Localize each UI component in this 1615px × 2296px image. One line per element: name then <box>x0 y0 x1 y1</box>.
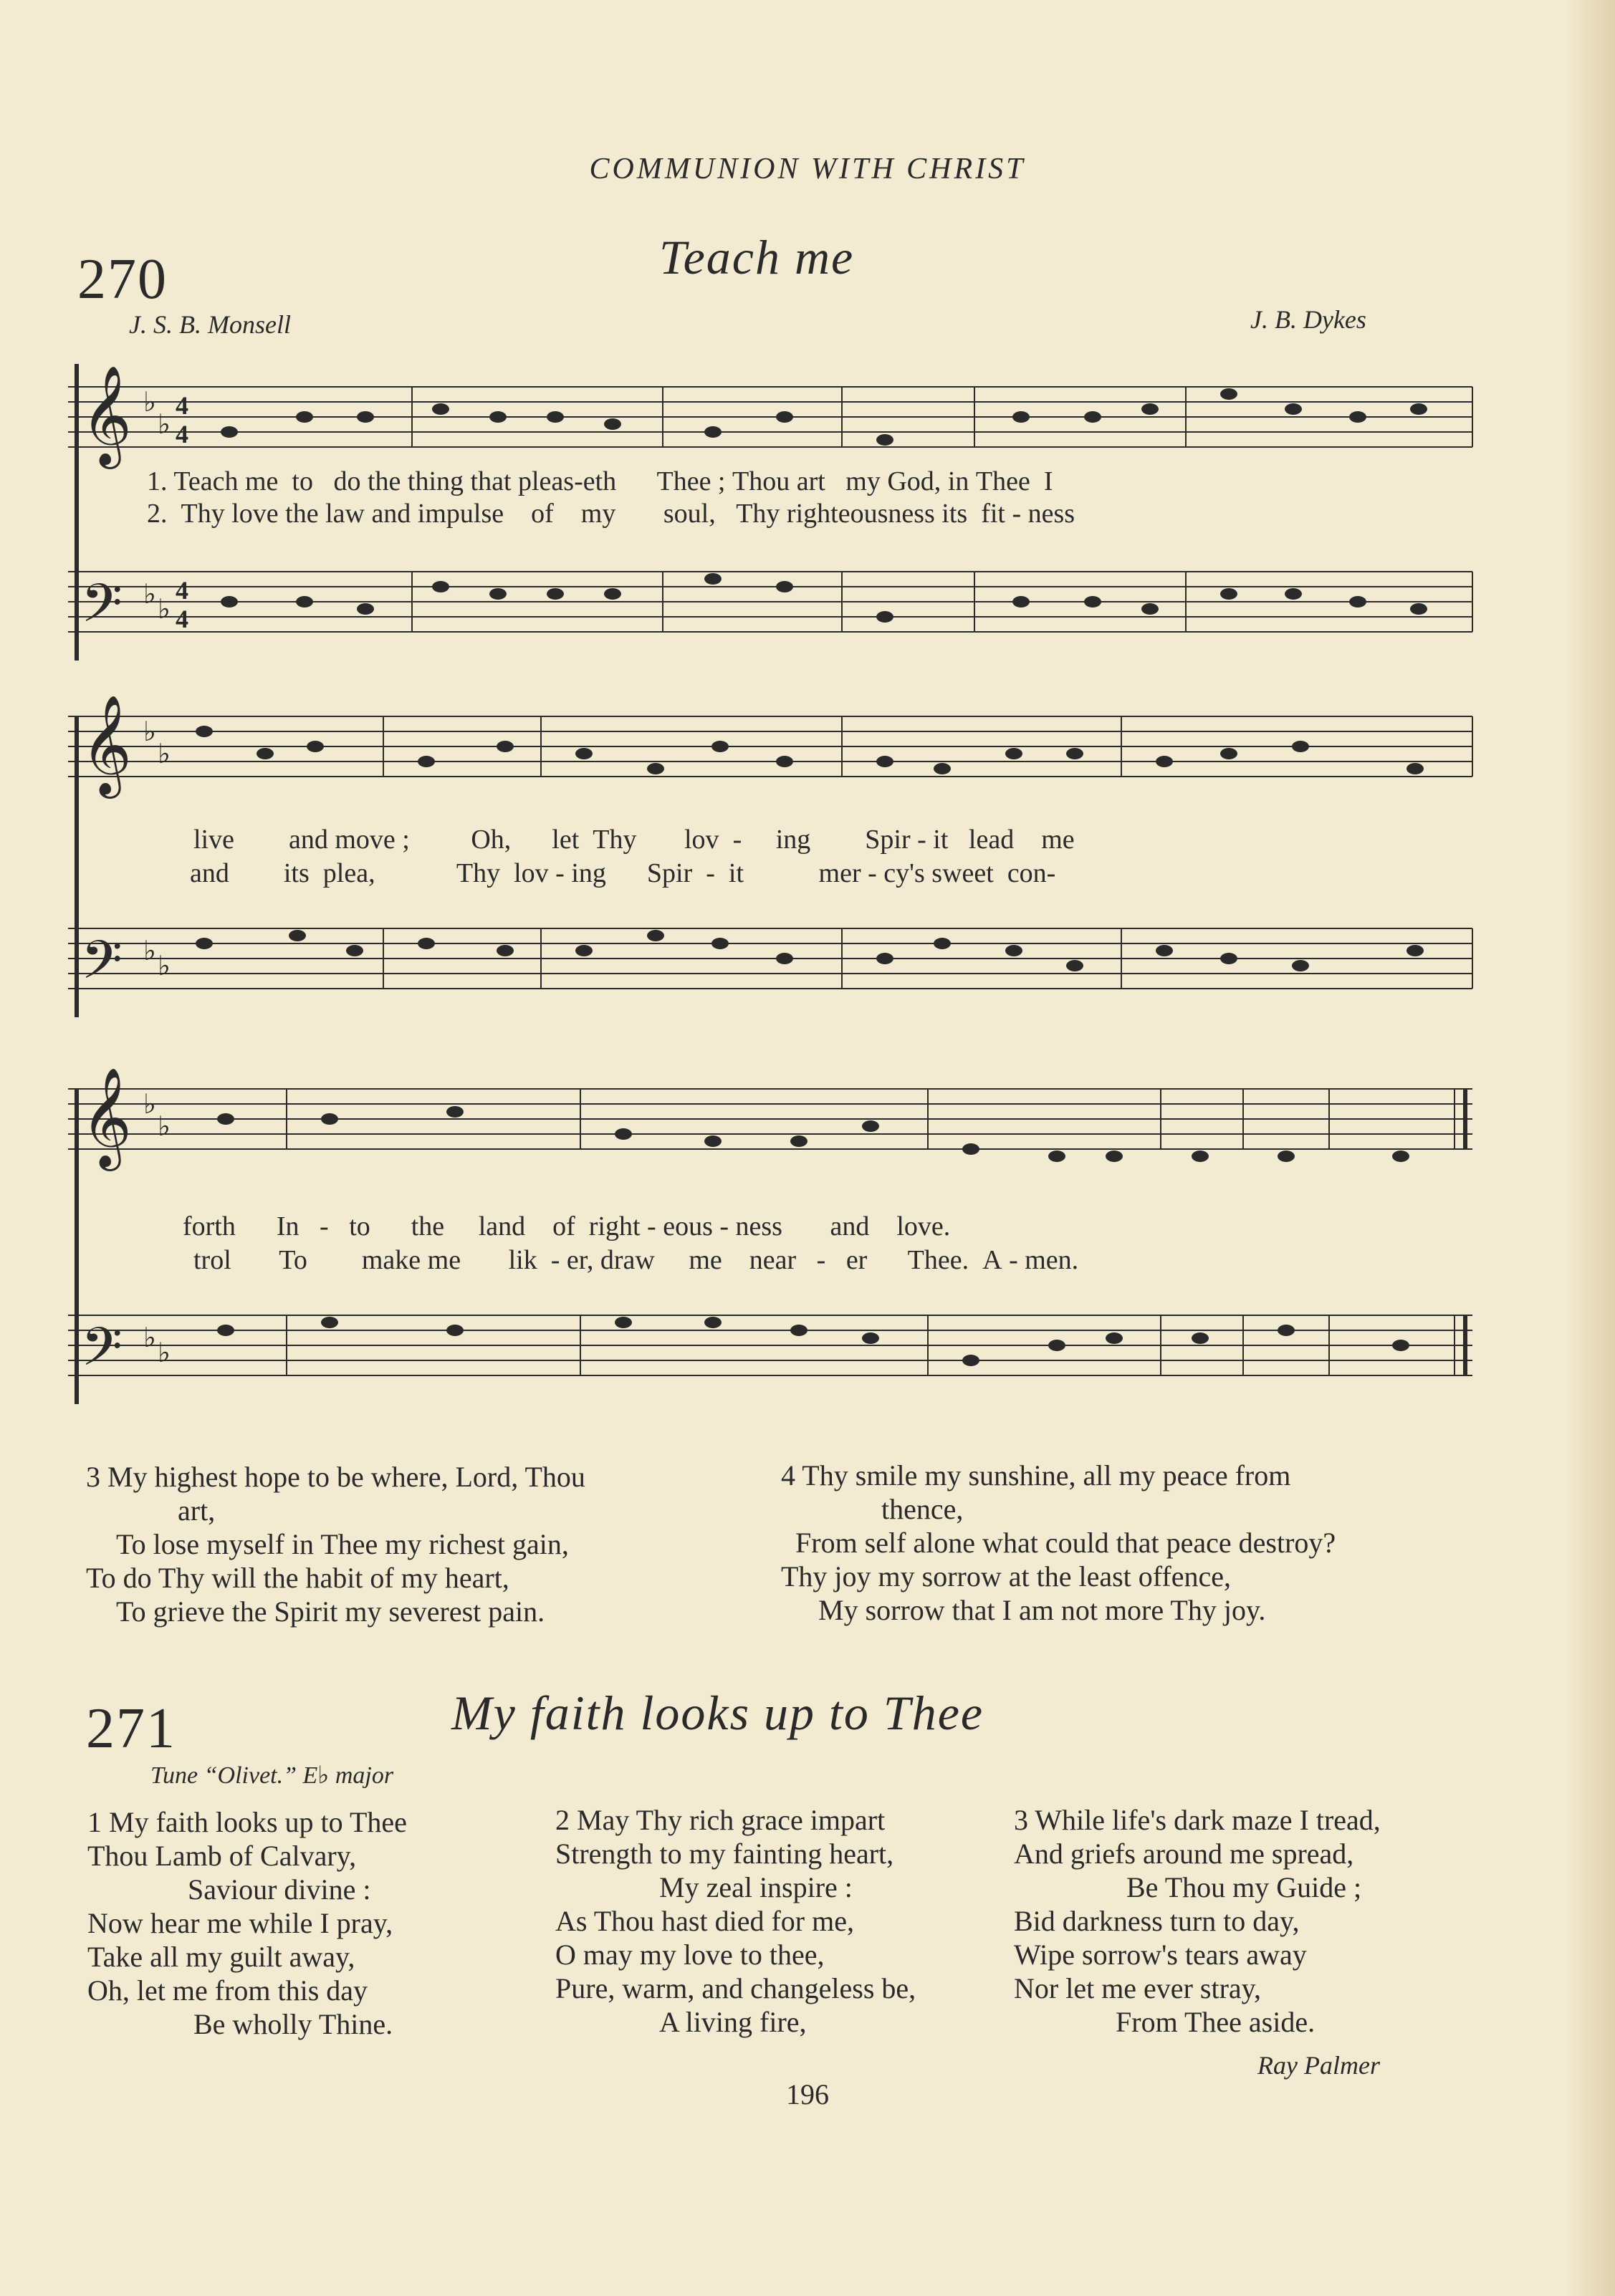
hymn-271-stanza-3: 3 While life's dark maze I tread, And griefs around me spread, Be Thou my Guide ; Bid darkness turn to day, Wipe sorrow's tears away Nor let me ever stray, From Thee aside. <box>1014 1804 1381 2038</box>
hymn-271-stanza-2: 2 May Thy rich grace impart Strength to my fainting heart, My zeal inspire : As Thou hast died for me, O may my love to thee, Pure, warm, and changeless be, A living fire, <box>555 1804 916 2038</box>
hymn-271-number: 271 <box>86 1697 176 1760</box>
lyric-s1-v2: 2. Thy love the law and impulse of my soul, Thy righteousness its fit - ness <box>147 499 1075 529</box>
svg-text:𝄢: 𝄢 <box>81 575 123 646</box>
hymn-270-number: 270 <box>77 248 168 311</box>
svg-text:♭: ♭ <box>143 580 156 610</box>
svg-text:♭: ♭ <box>143 1090 156 1120</box>
svg-text:♭: ♭ <box>143 717 156 747</box>
page-number: 196 <box>786 2078 829 2110</box>
hymn-271-author: Ray Palmer <box>1257 2051 1380 2080</box>
score-system-1 <box>68 337 1483 681</box>
lyric-s2-v1: live and move ; Oh, let Thy lov - ing Spir - it lead me <box>193 825 1075 855</box>
running-head: COMMUNION WITH CHRIST <box>589 153 1026 186</box>
svg-text:♭: ♭ <box>158 951 171 981</box>
hymn-271-stanza-1: 1 My faith looks up to Thee Thou Lamb of Calvary, Saviour divine : Now hear me while I pray, Take all my guilt away, Oh, let me from this day Be wholly Thine. <box>87 1806 407 2040</box>
svg-text:𝄞: 𝄞 <box>81 697 132 792</box>
svg-text:♭: ♭ <box>143 936 156 966</box>
hymn-270-stanza-4: 4 Thy smile my sunshine, all my peace from thence, From self alone what could that peace destroy? Thy joy my sorrow at the least offence, My sorrow that I am not more Thy joy. <box>781 1459 1336 1626</box>
svg-text:𝄢: 𝄢 <box>81 1319 123 1390</box>
svg-text:♭: ♭ <box>158 595 171 625</box>
hymn-270-composer: J. B. Dykes <box>1250 305 1366 334</box>
lyric-s3-v1: forth In - to the land of right - eous - ness and love. <box>183 1211 951 1241</box>
svg-text:♭: ♭ <box>158 739 171 769</box>
svg-text:♭: ♭ <box>158 410 171 440</box>
hymn-270-stanza-3: 3 My highest hope to be where, Lord, Thou art, To lose myself in Thee my richest gain, To do Thy will the habit of my heart, To grieve the Spirit my severest pain. <box>86 1461 585 1628</box>
hymn-271-title: My faith looks up to Thee <box>451 1686 984 1740</box>
svg-text:4: 4 <box>176 576 188 605</box>
hymn-270-title: Teach me <box>659 230 855 284</box>
hymn-270-author: J. S. B. Monsell <box>129 310 291 339</box>
svg-text:♭: ♭ <box>143 388 156 418</box>
svg-text:4: 4 <box>176 420 188 448</box>
svg-text:𝄞: 𝄞 <box>81 1070 132 1165</box>
svg-text:4: 4 <box>176 605 188 633</box>
lyric-s1-v1: 1. Teach me to do the thing that pleas-eth Thee ; Thou art my God, in Thee I <box>147 466 1053 496</box>
svg-text:𝄢: 𝄢 <box>81 932 123 1003</box>
svg-text:♭: ♭ <box>143 1323 156 1353</box>
svg-text:4: 4 <box>176 391 188 420</box>
svg-text:♭: ♭ <box>158 1112 171 1142</box>
score-system-3 <box>68 1060 1483 1418</box>
hymn-271-tune: Tune “Olivet.” E♭ major <box>150 1762 394 1789</box>
lyric-s2-v2: and its plea, Thy lov - ing Spir - it mer - cy's sweet con- <box>190 858 1056 888</box>
page-edge-shadow <box>1565 0 1615 2296</box>
score-system-2 <box>68 688 1483 1032</box>
svg-text:𝄞: 𝄞 <box>81 368 132 463</box>
svg-text:♭: ♭ <box>158 1338 171 1368</box>
lyric-s3-v2: trol To make me lik - er, draw me near - er Thee. A - men. <box>193 1245 1079 1275</box>
